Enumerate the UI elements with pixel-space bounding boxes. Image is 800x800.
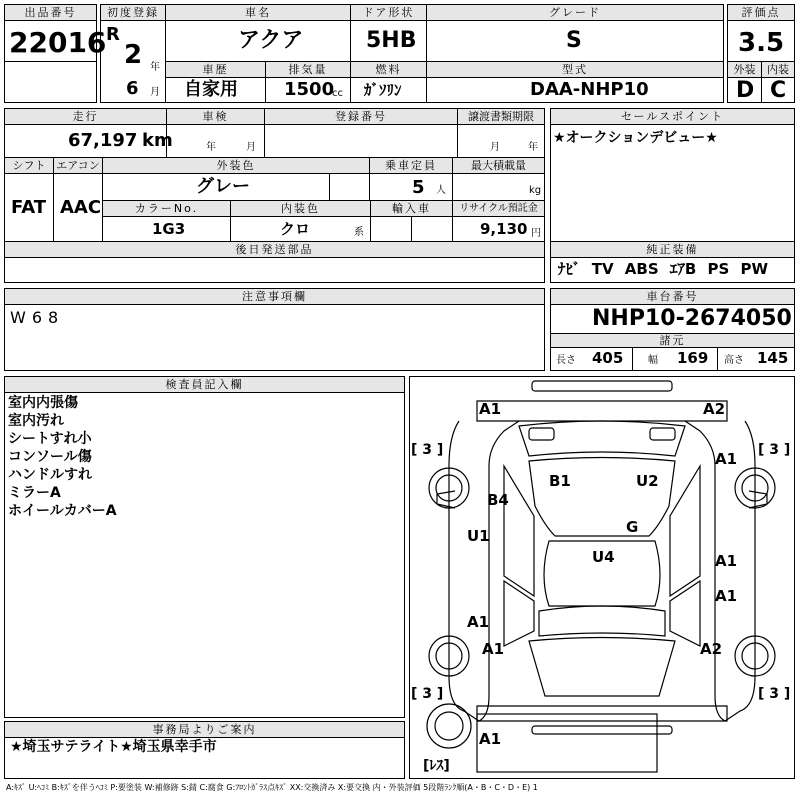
length-value: 405 — [592, 349, 624, 367]
damage-mark: B4 — [487, 491, 509, 509]
shift-label: シフト — [4, 157, 54, 174]
transfer-deadline-label: 譲渡書類期限 — [457, 108, 545, 125]
chassis-value: NHP10-2674050 — [592, 306, 792, 331]
recycle-value: 9,130 — [480, 220, 528, 238]
history-value: 自家用 — [184, 79, 238, 100]
right-front-door — [670, 466, 700, 596]
ext-color-value: グレー — [196, 176, 250, 197]
inspector-note: コンソール傷 — [8, 449, 92, 465]
inspector-note: ホイールカバーA — [8, 503, 117, 519]
damage-mark: A1 — [715, 552, 738, 570]
interior-label: 内装 — [761, 61, 795, 78]
aircon-label: エアコン — [53, 157, 103, 174]
inspection-label: 車検 — [166, 108, 265, 125]
displacement-label: 排気量 — [265, 61, 351, 78]
ext-color-label: 外装色 — [102, 157, 370, 174]
damage-mark: A1 — [479, 400, 502, 418]
rear-bumper — [532, 726, 672, 734]
tire-depth: [ 3 ] — [758, 686, 791, 702]
grade-label: グレード — [426, 4, 724, 21]
chassis-label: 車台番号 — [550, 288, 795, 305]
windshield — [519, 421, 685, 456]
inspector-note: シートすれ小 — [8, 431, 92, 447]
capacity-label: 乗車定員 — [369, 157, 453, 174]
damage-mark: G — [626, 518, 639, 536]
left-front-door — [504, 466, 534, 596]
left-rear-door — [504, 581, 534, 646]
recycle-label: リサイクル預託金 — [452, 200, 545, 217]
capacity-value: 5 — [412, 177, 425, 198]
inspector-notes — [8, 394, 117, 520]
notes-value: W68 — [10, 308, 65, 327]
car-damage-diagram — [409, 376, 795, 779]
door-label: ドア形状 — [350, 4, 427, 21]
height-value: 145 — [757, 349, 789, 367]
damage-mark: A1 — [479, 730, 502, 748]
int-color-value: クロ — [280, 220, 311, 238]
grade-value: S — [566, 28, 582, 53]
damage-mark: A1 — [715, 450, 738, 468]
roof — [529, 458, 675, 537]
score-value: 3.5 — [738, 28, 785, 58]
color-no-value: 1G3 — [152, 220, 186, 238]
damage-mark: U1 — [467, 527, 490, 545]
later-parts-label: 後日発送部品 — [4, 241, 545, 258]
color-no-label: カラーNo. — [102, 200, 231, 217]
inspector-note: ハンドルすれ — [8, 467, 92, 483]
office-value: ★埼玉サテライト★埼玉県幸手市 — [10, 739, 217, 755]
car-name-value: アクア — [238, 28, 304, 53]
int-color-label: 内装色 — [230, 200, 371, 217]
specs-label: 諸元 — [550, 333, 795, 348]
trunk-floor — [477, 714, 657, 772]
max-load-label: 最大積載量 — [452, 157, 545, 174]
inspector-note: 室内内張傷 — [8, 395, 78, 411]
lot-no-label: 出品番号 — [4, 4, 97, 21]
exterior-label: 外装 — [727, 61, 762, 78]
model-label: 型式 — [426, 61, 724, 78]
history-label: 車歴 — [165, 61, 266, 78]
inspector-note: 室内汚れ — [8, 413, 64, 429]
left-side — [449, 421, 519, 721]
damage-mark: U4 — [592, 548, 615, 566]
spare-tire-label: [ﾚｽ] — [423, 758, 450, 774]
reg-no-label: 登録番号 — [264, 108, 458, 125]
first-reg-label: 初度登録 — [100, 4, 166, 21]
office-label: 事務局よりご案内 — [4, 721, 405, 738]
sales-point-label: セールスポイント — [550, 108, 795, 125]
fuel-label: 燃料 — [350, 61, 427, 78]
interior-value: C — [770, 78, 787, 103]
import-label: 輸入車 — [370, 200, 453, 217]
width-value: 169 — [677, 349, 709, 367]
damage-mark: B1 — [549, 472, 571, 490]
displacement-value: 1500 — [284, 79, 335, 100]
sales-point-value: ★オークションデビュー★ — [553, 130, 718, 146]
model-value: DAA-NHP10 — [530, 79, 649, 100]
damage-mark: A1 — [467, 613, 490, 631]
mileage-label: 走行 — [4, 108, 167, 125]
tire-depth: [ 3 ] — [411, 686, 444, 702]
era-value: R — [106, 24, 120, 45]
notes-label: 注意事項欄 — [4, 288, 545, 305]
damage-mark: A1 — [482, 640, 505, 658]
damage-mark: U2 — [636, 472, 659, 490]
year-value: 2 — [124, 40, 143, 70]
options-value: ﾅﾋﾞ TV ABS ｴｱB PS PW — [558, 260, 769, 278]
damage-mark: A2 — [700, 640, 723, 658]
trunk — [529, 638, 675, 697]
aircon-value: AAC — [60, 197, 102, 218]
tire-depth: [ 3 ] — [758, 442, 791, 458]
door-value: 5HB — [366, 28, 417, 53]
fuel-value: ｶﾞｿﾘﾝ — [364, 81, 402, 99]
legend-footer: A:ｷｽﾞ U:ﾍｺﾐ B:ｷｽﾞを伴うﾍｺﾐ P:要塗装 W:補修跡 S:錆 C:腐食 G:ﾌﾛﾝﾄｶﾞﾗｽ点ｷｽﾞ XX:交換済み X:要交換 内・外装評価 5段階ﾗﾝｸ順(A・B・C・D・E) 1 — [6, 783, 538, 792]
damage-mark: A2 — [703, 400, 726, 418]
shift-value: FAT — [11, 197, 47, 218]
spare-tire — [427, 704, 471, 748]
damage-mark: A1 — [715, 587, 738, 605]
car-name-label: 車名 — [165, 4, 351, 21]
right-rear-door — [670, 581, 700, 646]
month-value: 6 — [126, 78, 139, 99]
exterior-value: D — [736, 78, 755, 103]
mileage-value: 67,197 — [68, 130, 138, 151]
front-panel — [477, 401, 727, 421]
lot-no-value: 22016 — [9, 26, 107, 59]
rear-window — [539, 606, 665, 636]
options-label: 純正装備 — [550, 241, 795, 258]
inspector-note: ミラーA — [8, 485, 61, 501]
inspector-label: 検査員記入欄 — [4, 376, 405, 393]
tire-depth: [ 3 ] — [411, 442, 444, 458]
front-bumper — [532, 381, 672, 391]
score-label: 評価点 — [727, 4, 795, 21]
